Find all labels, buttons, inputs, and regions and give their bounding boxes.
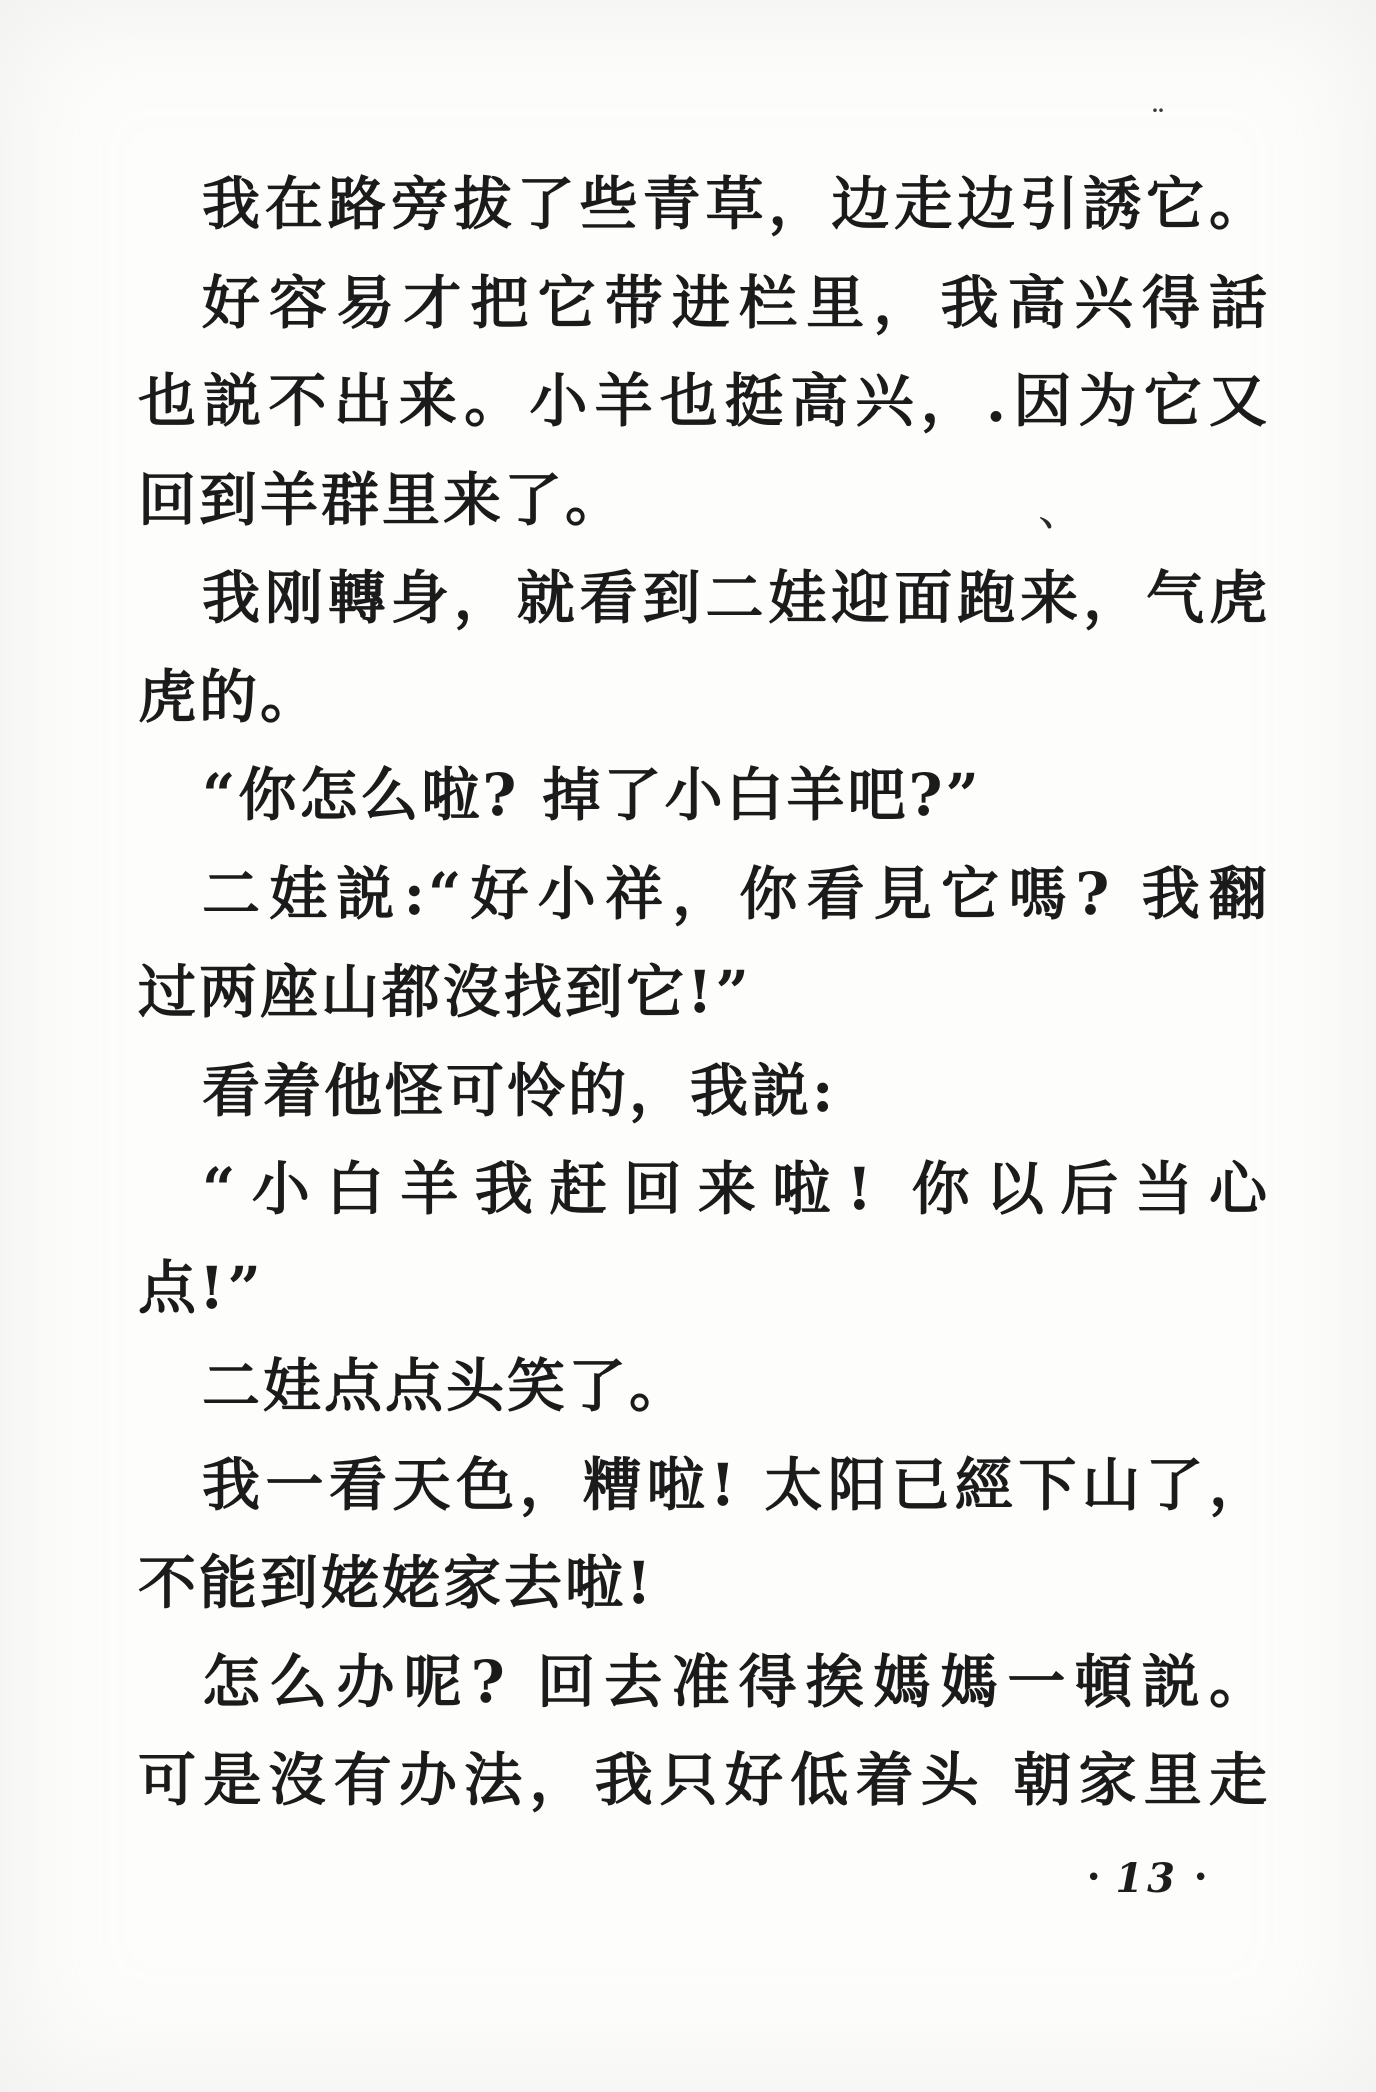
text-line: 好容易才把它带进栏里，我高兴得話 (202, 268, 1270, 337)
page-number (1072, 1850, 1222, 1906)
text-line: 可是沒有办法，我只好低着头 朝家里走 (138, 1746, 1270, 1814)
text-line: 二娃点点头笑了。 (202, 1352, 691, 1420)
text-line: 不能到姥姥家去啦! (138, 1549, 655, 1617)
text-line: 二娃説:“好小祥，你看見它嗎? 我翻 (202, 859, 1270, 928)
page-number-value: 13 (1115, 1854, 1180, 1902)
text-line: 我在路旁拔了些青草，边走边引誘它。 (202, 170, 1270, 238)
text-line: 也説不出来。小羊也挺高兴，.因为它又 (138, 367, 1270, 435)
text-line: 我一看天色，糟啦! 太阳已經下山了， (202, 1450, 1270, 1519)
text-line: 过两座山都沒找到它!” (138, 958, 752, 1026)
text-line: 点!” (138, 1253, 264, 1322)
text-line: 回到羊群里来了。 (138, 465, 627, 534)
ink-speck: ¨ (1150, 103, 1168, 141)
text-block (138, 155, 1270, 1830)
text-line: 我刚轉身，就看到二娃迎面跑来，气虎 (202, 564, 1270, 632)
text-line: “小白羊我赶回来啦! 你以后当心 (202, 1155, 1270, 1223)
text-line: 看着他怪可怜的，我説: (202, 1056, 837, 1125)
text-line: 虎的。 (138, 662, 322, 731)
text-line: “你怎么啦? 掉了小白羊吧?” (202, 761, 982, 829)
text-line: 怎么办呢? 回去准得挨媽媽一頓説。 (202, 1647, 1270, 1716)
page-number-left-dot: • (1086, 1863, 1102, 1893)
ink-speck: 、 (1038, 482, 1084, 536)
page-number-right-dot: • (1193, 1863, 1209, 1893)
